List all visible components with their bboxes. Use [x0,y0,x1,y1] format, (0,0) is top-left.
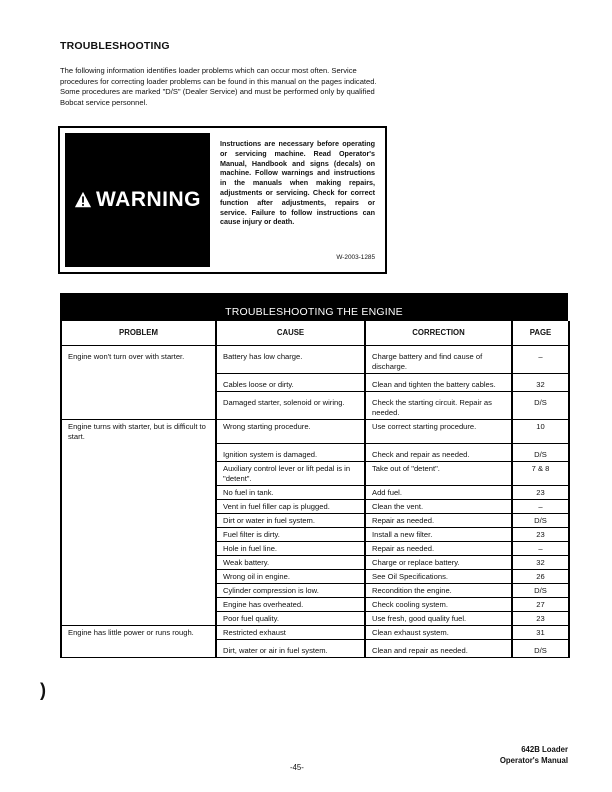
manual-name: Operator's Manual [499,755,568,765]
cause-cell: Poor fuel quality. [216,611,365,625]
table-row [61,644,569,658]
header-correction: CORRECTION [365,321,512,346]
warning-banner [65,133,210,267]
cause-cell: Dirt, water or air in fuel system. [216,644,365,658]
correction-cell: Repair as needed. [365,541,512,555]
problem-cell-empty [61,583,216,597]
table-row [61,541,569,555]
correction-cell: See Oil Specifications. [365,569,512,583]
table-row [61,583,569,597]
page-cell: 7 & 8 [512,461,569,485]
cause-cell: Engine has overheated. [216,597,365,611]
correction-cell: Use correct starting procedure. [365,420,512,444]
correction-cell: Clean and tighten the battery cables. [365,378,512,392]
correction-cell: Clean exhaust system. [365,625,512,639]
page-cell: D/S [512,448,569,462]
table-row [61,555,569,569]
page-cell: 23 [512,485,569,499]
page-cell: 31 [512,625,569,639]
table-row [61,625,569,639]
manual-model: 642B Loader [521,745,568,754]
cause-cell: Restricted exhaust [216,625,365,639]
manual-title [500,745,568,766]
problem-cell-empty [61,485,216,499]
correction-cell: Check cooling system. [365,597,512,611]
page-cell: 26 [512,569,569,583]
correction-cell: Check and repair as needed. [365,448,512,462]
table-row [61,499,569,513]
cause-cell: Battery has low charge. [216,350,365,374]
problem-cell-empty [61,499,216,513]
problem-cell: Engine turns with starter, but is difficult to start. [61,420,216,444]
page-number: -45- [290,763,304,772]
table-row [61,485,569,499]
page-cell: 23 [512,611,569,625]
problem-cell-empty [61,569,216,583]
problem-cell: Engine has little power or runs rough. [61,625,216,639]
table-row [61,513,569,527]
page-cell: 23 [512,527,569,541]
table-row [61,461,569,485]
warning-box [58,126,387,274]
cause-cell: Dirt or water in fuel system. [216,513,365,527]
correction-cell: Use fresh, good quality fuel. [365,611,512,625]
problem-cell-empty [61,396,216,420]
correction-cell: Clean and repair as needed. [365,644,512,658]
table-row [61,420,569,444]
page-cell: 32 [512,555,569,569]
page-cell: 27 [512,597,569,611]
cause-cell: Vent in fuel filler cap is plugged. [216,499,365,513]
page-cell: D/S [512,583,569,597]
table-row [61,448,569,462]
problem-cell-empty [61,461,216,485]
problem-cell-empty [61,378,216,392]
cause-cell: Ignition system is damaged. [216,448,365,462]
header-problem: PROBLEM [61,321,216,346]
warning-code: W-2003-1285 [336,254,375,261]
correction-cell: Clean the vent. [365,499,512,513]
page-cell: 10 [512,420,569,444]
problem-cell-empty [61,555,216,569]
correction-cell: Install a new filter. [365,527,512,541]
page-cell: – [512,350,569,374]
margin-mark: ) [40,680,46,700]
page-title: TROUBLESHOOTING [60,40,170,52]
problem-cell-empty [61,597,216,611]
warning-label: WARNING [96,188,201,211]
cause-cell: Wrong starting procedure. [216,420,365,444]
header-cause: CAUSE [216,321,365,346]
correction-cell: Take out of "detent". [365,461,512,485]
table-title: TROUBLESHOOTING THE ENGINE [60,293,568,321]
cause-cell: Weak battery. [216,555,365,569]
correction-cell: Recondition the engine. [365,583,512,597]
cause-cell: Wrong oil in engine. [216,569,365,583]
table-row [61,611,569,625]
problem-cell-empty [61,513,216,527]
troubleshooting-table [60,293,568,658]
correction-cell: Charge or replace battery. [365,555,512,569]
problem-cell: Engine won't turn over with starter. [61,350,216,374]
table-row [61,350,569,374]
cause-cell: Fuel filter is dirty. [216,527,365,541]
correction-cell: Repair as needed. [365,513,512,527]
table-row [61,597,569,611]
cause-cell: No fuel in tank. [216,485,365,499]
warning-triangle-icon [74,191,92,209]
table-row [61,396,569,420]
correction-cell: Add fuel. [365,485,512,499]
page-cell: – [512,541,569,555]
warning-text: Instructions are necessary before operating or servicing machine. Read Operator's Manual, Handbook and signs (decals) on machine. Follow warnings and instructions in the manuals when making repairs, adjustments or servicing. Check for correct function after adjustments, repairs or service. Failure to follow instructions can cause injury or death. [220,139,375,227]
problem-cell-empty [61,644,216,658]
correction-cell: Check the starting circuit. Repair as needed. [365,396,512,420]
cause-cell: Auxiliary control lever or lift pedal is in "detent". [216,461,365,485]
table-header-row [61,321,569,346]
problem-cell-empty [61,541,216,555]
cause-cell: Damaged starter, solenoid or wiring. [216,396,365,420]
table-row [61,527,569,541]
page-cell: D/S [512,644,569,658]
correction-cell: Charge battery and find cause of discharge. [365,350,512,374]
problem-cell-empty [61,527,216,541]
table-row [61,569,569,583]
problem-cell-empty [61,611,216,625]
page-cell: 32 [512,378,569,392]
cause-cell: Cylinder compression is low. [216,583,365,597]
page-cell: D/S [512,396,569,420]
header-page: PAGE [512,321,569,346]
table-row [61,378,569,392]
page-cell: – [512,499,569,513]
cause-cell: Cables loose or dirty. [216,378,365,392]
problem-cell-empty [61,448,216,462]
page-cell: D/S [512,513,569,527]
cause-cell: Hole in fuel line. [216,541,365,555]
intro-paragraph: The following information identifies loader problems which can occur most often. Service procedures for correcting loader problems can be found in this manual on the pages indicated. Some procedures are marked "D/S" (Dealer Service) and must be performed only by qualified Bobcat service personnel. [60,66,377,107]
